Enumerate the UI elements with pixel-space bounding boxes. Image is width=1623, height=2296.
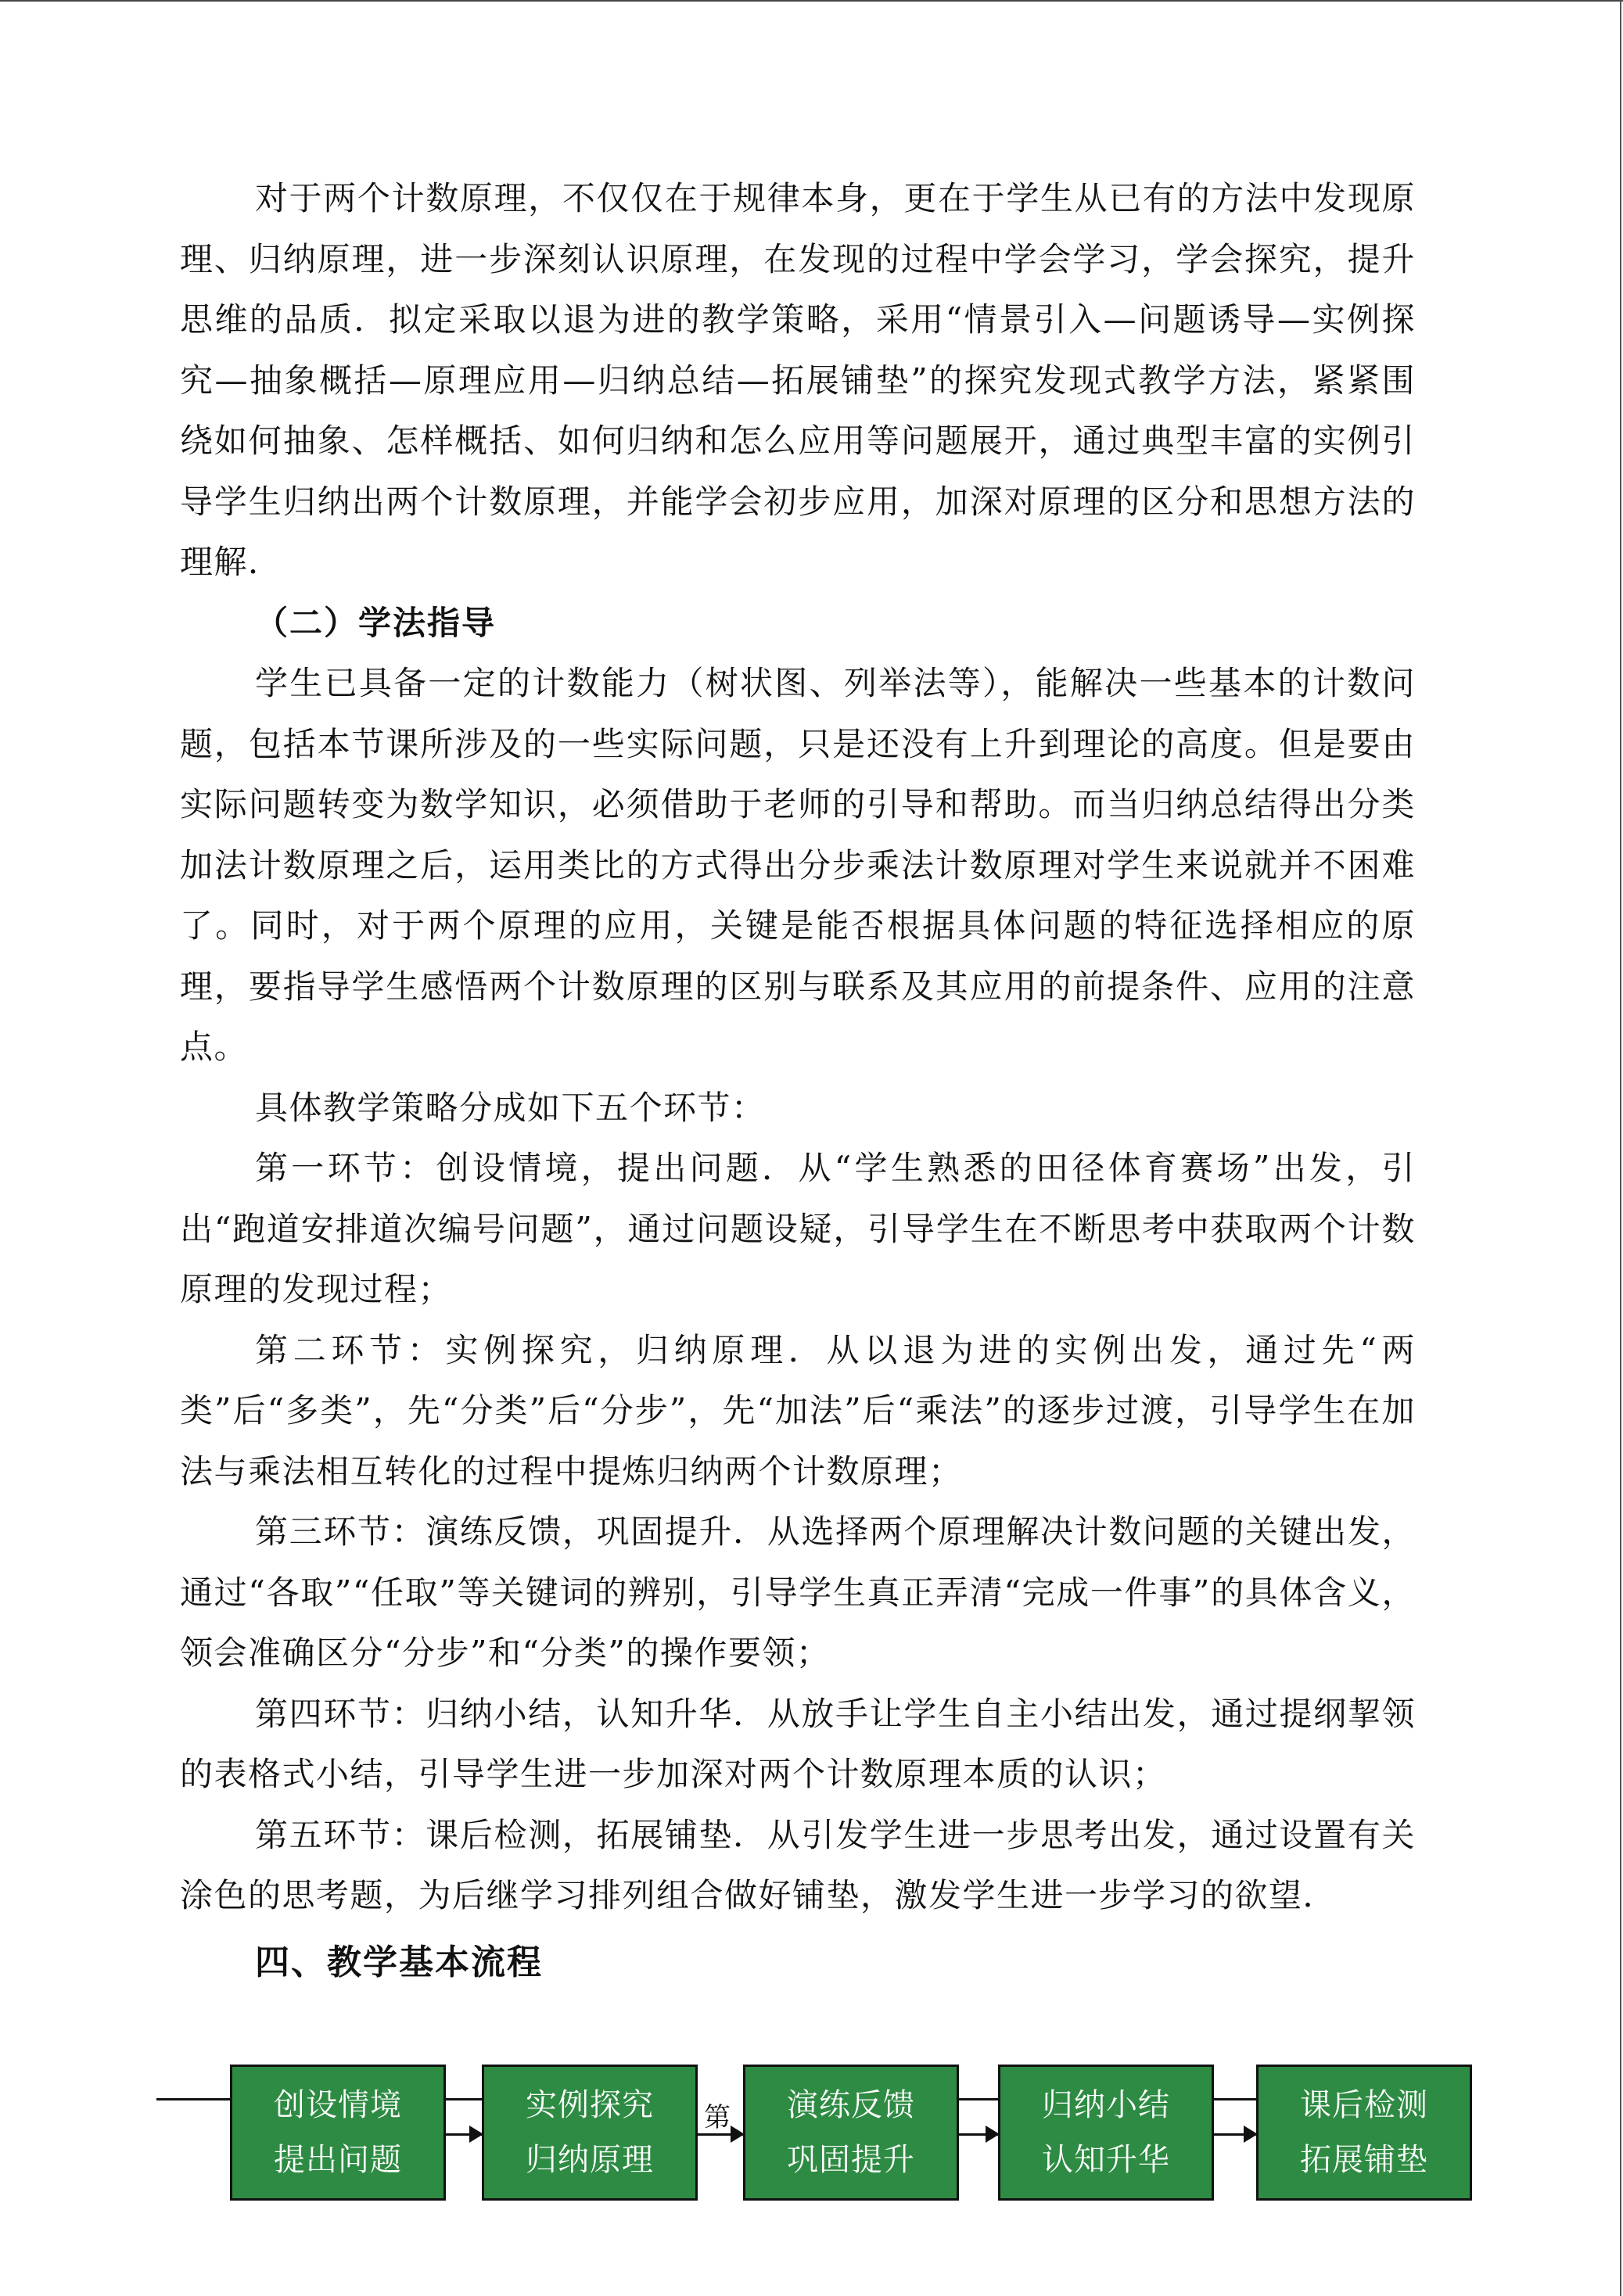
flow-step-1-line1: 创设情境 bbox=[274, 2087, 402, 2123]
paragraph-stage-one: 第一环节：创设情境，提出问题．从“学生熟悉的田径体育赛场”出发，引出“跑道安排道次编号问题”，通过问题设疑，引导学生在不断思考中获取两个计数原理的发现过程； bbox=[180, 1149, 1416, 1308]
section-heading-teaching-flow: 四、教学基本流程 bbox=[255, 1942, 543, 1982]
subheading-study-guidance: （二）学法指导 bbox=[255, 603, 497, 642]
flow-step-2-line2: 归纳原理 bbox=[526, 2142, 654, 2178]
flow-step-5-line1: 课后检测 bbox=[1300, 2087, 1428, 2123]
paragraph-stage-four: 第四环节：归纳小结，认知升华．从放手让学生自主小结出发，通过提纲挈领的表格式小结，引导学生进一步加深对两个计数原理本质的认识； bbox=[180, 1694, 1416, 1793]
flow-step-3-line1: 演练反馈 bbox=[787, 2087, 915, 2123]
flow-connector-top-3 bbox=[959, 2098, 998, 2100]
paragraph-stage-five: 第五环节：课后检测，拓展铺垫．从引发学生进一步思考出发，通过设置有关涂色的思考题，为后继学习排列组合做好铺垫，激发学生进一步学习的欲望． bbox=[180, 1815, 1416, 1914]
teaching-flowchart bbox=[156, 2065, 1486, 2205]
paragraph-five-stages-intro: 具体教学策略分成如下五个环节： bbox=[255, 1088, 766, 1127]
flow-step-5 bbox=[1256, 2065, 1472, 2201]
flow-step-4-line2: 认知升华 bbox=[1042, 2142, 1170, 2178]
flow-arrow-2 bbox=[698, 2133, 743, 2136]
paragraph-stage-two: 第二环节：实例探究，归纳原理．从以退为进的实例出发，通过先“两类”后“多类”，先“分类”后“分步”，先“加法”后“乘法”的逐步过渡，引导学生在加法与乘法相互转化的过程中提炼归纳两个计数原理； bbox=[180, 1330, 1416, 1491]
flow-step-3-line2: 巩固提升 bbox=[787, 2142, 915, 2178]
paragraph-stage-three: 第三环节：演练反馈，巩固提升．从选择两个原理解决计数问题的关键出发，通过“各取”“任取”等关键词的辨别，引导学生真正弄清“完成一件事”的具体含义，领会准确区分“分步”和“分类”的操作要领； bbox=[180, 1512, 1416, 1672]
paragraph-student-ability: 学生已具备一定的计数能力（树状图、列举法等），能解决一些基本的计数问题，包括本节课所涉及的一些实际问题，只是还没有上升到理论的高度。但是要由实际问题转变为数学知识，必须借助于老师的引导和帮助。而当归纳总结得出分类加法计数原理之后，运用类比的方式得出分步乘法计数原理对学生来说就并不困难了。同时，对于两个原理的应用，关键是能否根据具体问题的特征选择相应的原理，要指导学生感悟两个计数原理的区别与联系及其应用的前提条件、应用的注意点。 bbox=[180, 664, 1416, 1066]
flow-arrow-3 bbox=[959, 2133, 998, 2136]
flow-connector-top-4 bbox=[1214, 2098, 1256, 2100]
flow-step-2-line1: 实例探究 bbox=[526, 2087, 654, 2123]
flow-step-4-line1: 归纳小结 bbox=[1042, 2087, 1170, 2123]
flow-step-5-line2: 拓展铺垫 bbox=[1300, 2142, 1428, 2178]
paragraph-strategy: 对于两个计数原理，不仅仅在于规律本身，更在于学生从已有的方法中发现原理、归纳原理，进一步深刻认识原理，在发现的过程中学会学习，学会探究，提升思维的品质．拟定采取以退为进的教学策略，采用“情景引入—问题诱导—实例探究—抽象概括—原理应用—归纳总结—拓展铺垫”的探究发现式教学方法，紧紧围绕如何抽象、怎样概括、如何归纳和怎么应用等问题展开，通过典型丰富的实例引导学生归纳出两个计数原理，并能学会初步应用，加深对原理的区分和思想方法的理解． bbox=[180, 179, 1416, 581]
flow-step-3 bbox=[743, 2065, 959, 2201]
flow-stray-char: 第 bbox=[704, 2102, 731, 2133]
flow-step-2 bbox=[482, 2065, 698, 2201]
flow-step-1 bbox=[230, 2065, 446, 2201]
flow-lead-line bbox=[156, 2098, 230, 2100]
flow-connector-top-1 bbox=[446, 2098, 482, 2100]
flow-step-4 bbox=[998, 2065, 1214, 2201]
top-border-line bbox=[0, 0, 1623, 2]
document-body bbox=[180, 168, 1416, 1993]
flow-step-1-line2: 提出问题 bbox=[274, 2142, 402, 2178]
right-border-line bbox=[1620, 0, 1621, 2296]
flow-arrow-4 bbox=[1214, 2133, 1256, 2136]
flow-arrow-1 bbox=[446, 2133, 482, 2136]
